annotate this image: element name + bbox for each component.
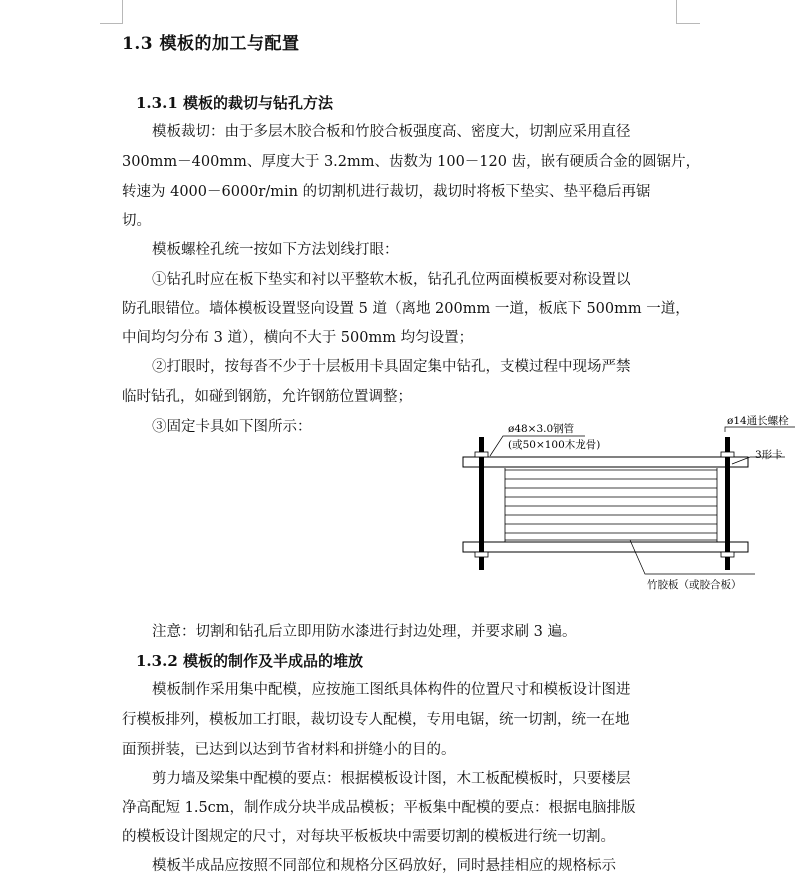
- corner-mark-left-horizontal: [100, 23, 123, 24]
- clip-top-right: [721, 452, 734, 457]
- board-stack: [505, 468, 717, 542]
- text-line: ①钻孔时应在板下垫实和衬以平整软木板，钻孔孔位两面模板要对称设置以: [152, 272, 631, 288]
- corner-mark-left-vertical: [122, 0, 123, 24]
- label-clip: 3形卡: [755, 449, 783, 461]
- note-paragraph: 注意：切割和钻孔后立即用防水漆进行封边处理，并要求刷 3 遍。: [152, 624, 577, 640]
- paragraph-step-3: ③固定卡具如下图所示：: [152, 419, 312, 435]
- clamp-diagram: [455, 412, 795, 592]
- bottom-beam: [463, 542, 748, 552]
- clip-top-left: [475, 452, 488, 457]
- text-line: 面预拼装，已达到以达到节省材料和拼缝小的目的。: [122, 742, 456, 758]
- top-beam: [463, 457, 748, 467]
- text-line: 的模板设计图规定的尺寸，对每块平板板块中需要切割的模板进行统一切割。: [122, 829, 615, 845]
- section-heading: 1.3 模板的加工与配置: [122, 34, 300, 54]
- label-board: 竹胶板（或胶合板）: [647, 579, 742, 591]
- paragraph-storage: 模板半成品应按照不同部位和规格分区码放好，同时悬挂相应的规格标示: [152, 858, 616, 874]
- text-line: 临时钻孔，如碰到钢筋，允许钢筋位置调整；: [122, 389, 412, 405]
- text-line: 中间均匀分布 3 道），横向不大于 500mm 均匀设置；: [122, 330, 474, 346]
- label-through-bolt: ø14通长螺栓: [727, 415, 789, 427]
- clip-bottom-left: [475, 552, 488, 557]
- label-steel-pipe: ø48×3.0钢管: [508, 423, 575, 435]
- corner-mark-right-vertical: [676, 0, 677, 24]
- text-line: 剪力墙及梁集中配模的要点：根据模板设计图，木工板配模板时，只要楼层: [152, 771, 631, 787]
- clip-bottom-right: [721, 552, 734, 557]
- text-line: 模板制作采用集中配模，应按施工图纸具体构件的位置尺寸和模板设计图进: [152, 682, 631, 698]
- text-line: ②打眼时，按每沓不少于十层板用卡具固定集中钻孔，支模过程中现场严禁: [152, 359, 631, 375]
- subsection-heading-2: 1.3.2 模板的制作及半成品的堆放: [136, 652, 363, 670]
- corner-mark-right-horizontal: [676, 23, 700, 24]
- label-wood-joist: (或50×100木龙骨): [508, 439, 601, 451]
- text-line: 净高配短 1.5cm，制作成分块半成品模板；平板集中配模的要点：根据电脑排版: [122, 800, 636, 816]
- paragraph-bolt-holes: 模板螺栓孔统一按如下方法划线打眼：: [152, 242, 399, 258]
- text-line: 行模板排列，模板加工打眼，裁切设专人配模，专用电锯，统一切割，统一在地: [122, 712, 630, 728]
- text-line: 转速为 4000－6000r/min 的切割机进行裁切，裁切时将板下垫实、垫平稳后再锯: [122, 184, 651, 200]
- subsection-heading-1: 1.3.1 模板的裁切与钻孔方法: [136, 94, 333, 112]
- text-line: 模板裁切：由于多层木胶合板和竹胶合板强度高、密度大，切割应采用直径: [152, 124, 631, 140]
- text-line: 300mm－400mm、厚度大于 3.2mm、齿数为 100－120 齿，嵌有硬质合金的圆锯片，: [122, 154, 701, 170]
- text-line: 防孔眼错位。墙体模板设置竖向设置 5 道（离地 200mm 一道，板底下 500mm 一道，: [122, 301, 690, 317]
- text-line: 切。: [122, 213, 151, 229]
